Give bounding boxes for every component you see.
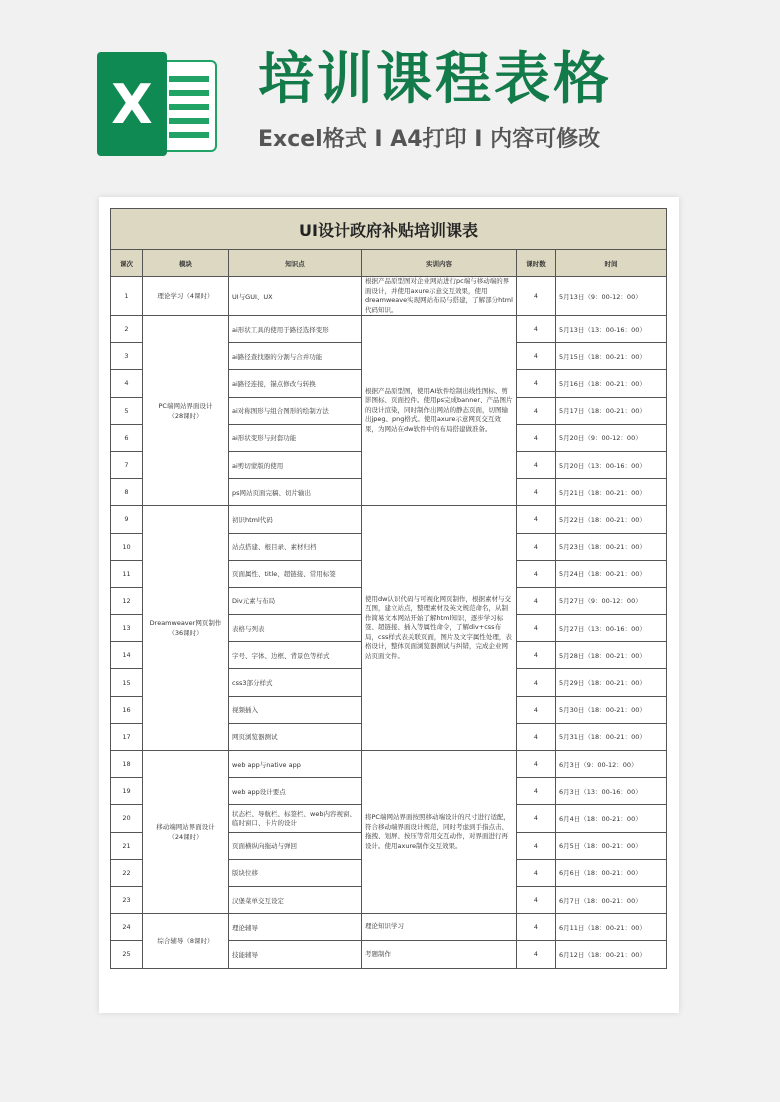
time-cell: 6月5日（18：00-21：00） bbox=[556, 832, 667, 859]
hours-cell: 4 bbox=[517, 277, 556, 316]
hours-cell: 4 bbox=[517, 615, 556, 642]
table-row bbox=[111, 316, 667, 343]
banner bbox=[0, 0, 780, 190]
time-cell: 6月11日（18：00-21：00） bbox=[556, 914, 667, 941]
knowledge-point-cell: ai对称图形与组合图形的绘制方法 bbox=[229, 397, 362, 424]
lesson-no-cell: 8 bbox=[111, 479, 143, 506]
lesson-no-cell: 4 bbox=[111, 370, 143, 397]
page-title: 培训课程表格 bbox=[258, 47, 612, 112]
header-hours: 课时数 bbox=[517, 250, 556, 277]
module-cell: 理论学习（4课时） bbox=[143, 277, 229, 316]
lesson-no-cell: 7 bbox=[111, 451, 143, 478]
lesson-no-cell: 11 bbox=[111, 560, 143, 587]
lesson-no-cell: 9 bbox=[111, 506, 143, 533]
hours-cell: 4 bbox=[517, 533, 556, 560]
lesson-no-cell: 14 bbox=[111, 642, 143, 669]
practice-content-cell: 根据产品原型图对企业网站进行pc端与移动端的界面设计，并使用axure示意交互效果，使用dreamweave实现网站布局与搭建，了解部分html代码知识。 bbox=[362, 277, 517, 316]
hours-cell: 4 bbox=[517, 560, 556, 587]
hours-cell: 4 bbox=[517, 723, 556, 750]
hours-cell: 4 bbox=[517, 451, 556, 478]
header-time: 时间 bbox=[556, 250, 667, 277]
knowledge-point-cell: ai剪切蒙版的使用 bbox=[229, 451, 362, 478]
hours-cell: 4 bbox=[517, 859, 556, 886]
time-cell: 5月17日（18：00-21：00） bbox=[556, 397, 667, 424]
time-cell: 6月6日（18：00-21：00） bbox=[556, 859, 667, 886]
time-cell: 6月12日（18：00-21：00） bbox=[556, 941, 667, 968]
knowledge-point-cell: ps网站页面完稿、切片输出 bbox=[229, 479, 362, 506]
knowledge-point-cell: web app设计要点 bbox=[229, 778, 362, 805]
time-cell: 5月22日（18：00-21：00） bbox=[556, 506, 667, 533]
time-cell: 5月16日（18：00-21：00） bbox=[556, 370, 667, 397]
table-title: UI设计政府补贴培训课表 bbox=[111, 209, 667, 250]
hours-cell: 4 bbox=[517, 832, 556, 859]
knowledge-point-cell: 表格与列表 bbox=[229, 615, 362, 642]
time-cell: 5月21日（18：00-21：00） bbox=[556, 479, 667, 506]
knowledge-point-cell: 字号、字体、边框、背景色等样式 bbox=[229, 642, 362, 669]
hours-cell: 4 bbox=[517, 751, 556, 778]
lesson-no-cell: 3 bbox=[111, 343, 143, 370]
hours-cell: 4 bbox=[517, 370, 556, 397]
lesson-no-cell: 23 bbox=[111, 886, 143, 913]
time-cell: 5月30日（18：00-21：00） bbox=[556, 696, 667, 723]
knowledge-point-cell: 汉堡菜单交互设定 bbox=[229, 886, 362, 913]
time-cell: 5月24日（18：00-21：00） bbox=[556, 560, 667, 587]
hours-cell: 4 bbox=[517, 397, 556, 424]
time-cell: 5月27日（9：00-12：00） bbox=[556, 587, 667, 614]
knowledge-point-cell: ai形状工具的使用于路径选择变形 bbox=[229, 316, 362, 343]
time-cell: 6月7日（18：00-21：00） bbox=[556, 886, 667, 913]
knowledge-point-cell: 状态栏、导航栏、标签栏、web内容视窗、临时窗口、卡片的设计 bbox=[229, 805, 362, 832]
knowledge-point-cell: 站点搭建、根目录、素材归档 bbox=[229, 533, 362, 560]
lesson-no-cell: 25 bbox=[111, 941, 143, 968]
knowledge-point-cell: 网页浏览器测试 bbox=[229, 723, 362, 750]
lesson-no-cell: 18 bbox=[111, 751, 143, 778]
hours-cell: 4 bbox=[517, 479, 556, 506]
module-cell: 移动端网站界面设计 （24课时） bbox=[143, 751, 229, 914]
lesson-no-cell: 20 bbox=[111, 805, 143, 832]
time-cell: 6月4日（18：00-21：00） bbox=[556, 805, 667, 832]
knowledge-point-cell: 页面横纵向拖动与弹回 bbox=[229, 832, 362, 859]
practice-content-cell: 使用dw认识代码与可视化网页制作，根据素材与交互图，建立站点，整理素材及英文规范命名，从制作简易文本网站开始了解html知识，逐步学习标签、超链接、插入等属性命令，了解div+css布局，css样式表关联页面，图片及文字属性处理，表格设计，整体页面浏览器测试与纠错，完成企业网站页面文件。 bbox=[362, 506, 517, 751]
hours-cell: 4 bbox=[517, 886, 556, 913]
time-cell: 6月3日（13：00-16：00） bbox=[556, 778, 667, 805]
practice-content-cell: 考题制作 bbox=[362, 941, 517, 968]
hours-cell: 4 bbox=[517, 343, 556, 370]
time-cell: 5月29日（18：00-21：00） bbox=[556, 669, 667, 696]
knowledge-point-cell: 视频插入 bbox=[229, 696, 362, 723]
knowledge-point-cell: 理论辅导 bbox=[229, 914, 362, 941]
time-cell: 5月13日（9：00-12：00） bbox=[556, 277, 667, 316]
lesson-no-cell: 22 bbox=[111, 859, 143, 886]
knowledge-point-cell: ai路径查找器的分割与合并功能 bbox=[229, 343, 362, 370]
knowledge-point-cell: 页面属性、title、超链接、常用标签 bbox=[229, 560, 362, 587]
schedule-table bbox=[110, 208, 667, 969]
time-cell: 5月31日（18：00-21：00） bbox=[556, 723, 667, 750]
lesson-no-cell: 13 bbox=[111, 615, 143, 642]
hours-cell: 4 bbox=[517, 805, 556, 832]
time-cell: 5月15日（18：00-21：00） bbox=[556, 343, 667, 370]
lesson-no-cell: 15 bbox=[111, 669, 143, 696]
table-row bbox=[111, 506, 667, 533]
hours-cell: 4 bbox=[517, 914, 556, 941]
knowledge-point-cell: 技能辅导 bbox=[229, 941, 362, 968]
lesson-no-cell: 19 bbox=[111, 778, 143, 805]
header-knowledge-point: 知识点 bbox=[229, 250, 362, 277]
lesson-no-cell: 24 bbox=[111, 914, 143, 941]
lesson-no-cell: 2 bbox=[111, 316, 143, 343]
table-row bbox=[111, 277, 667, 316]
knowledge-point-cell: ai路径连接，锚点修改与转换 bbox=[229, 370, 362, 397]
lesson-no-cell: 21 bbox=[111, 832, 143, 859]
lesson-no-cell: 6 bbox=[111, 424, 143, 451]
table-row bbox=[111, 914, 667, 941]
knowledge-point-cell: css3部分样式 bbox=[229, 669, 362, 696]
header-lesson-no: 课次 bbox=[111, 250, 143, 277]
excel-logo-icon bbox=[97, 52, 217, 156]
document-sheet bbox=[99, 197, 679, 1013]
table-row bbox=[111, 751, 667, 778]
lesson-no-cell: 10 bbox=[111, 533, 143, 560]
time-cell: 5月28日（18：00-21：00） bbox=[556, 642, 667, 669]
time-cell: 5月20日（9：00-12：00） bbox=[556, 424, 667, 451]
hours-cell: 4 bbox=[517, 941, 556, 968]
hours-cell: 4 bbox=[517, 316, 556, 343]
time-cell: 5月23日（18：00-21：00） bbox=[556, 533, 667, 560]
hours-cell: 4 bbox=[517, 587, 556, 614]
knowledge-point-cell: Div元素与布局 bbox=[229, 587, 362, 614]
knowledge-point-cell: web app与native app bbox=[229, 751, 362, 778]
time-cell: 5月13日（13：00-16：00） bbox=[556, 316, 667, 343]
lesson-no-cell: 17 bbox=[111, 723, 143, 750]
knowledge-point-cell: ai形状变形与封套功能 bbox=[229, 424, 362, 451]
page-subtitle: Excel格式 I A4打印 I 内容可修改 bbox=[258, 127, 601, 152]
knowledge-point-cell: 初识html代码 bbox=[229, 506, 362, 533]
hours-cell: 4 bbox=[517, 506, 556, 533]
module-cell: PC端网站界面设计 （28课时） bbox=[143, 316, 229, 506]
header-module: 模块 bbox=[143, 250, 229, 277]
hours-cell: 4 bbox=[517, 642, 556, 669]
lesson-no-cell: 12 bbox=[111, 587, 143, 614]
header-practice-content: 实训内容 bbox=[362, 250, 517, 277]
time-cell: 6月3日（9：00-12：00） bbox=[556, 751, 667, 778]
practice-content-cell: 根据产品原型图，使用AI软件绘制出线性图标、剪影图标、页面控件。使用ps完成banner、产品图片的设计渲染，同时制作出网站的静态页面，切图输出jpeg、png格式。使用axure示意网页交互效果，为网站在dw软件中的布局搭建做准备。 bbox=[362, 316, 517, 506]
knowledge-point-cell: UI与GUI、UX bbox=[229, 277, 362, 316]
practice-content-cell: 理论知识学习 bbox=[362, 914, 517, 941]
module-cell: Dreamweaver网页制作 （36课时） bbox=[143, 506, 229, 751]
lesson-no-cell: 1 bbox=[111, 277, 143, 316]
hours-cell: 4 bbox=[517, 669, 556, 696]
time-cell: 5月27日（13：00-16：00） bbox=[556, 615, 667, 642]
hours-cell: 4 bbox=[517, 424, 556, 451]
lesson-no-cell: 16 bbox=[111, 696, 143, 723]
practice-content-cell: 将PC端网站界面按照移动端设计的尺寸进行适配，符合移动端界面设计规范，同时考虑到手指点击、拖拽、划屏、按压等常用交互动作，对界面进行再设计。使用axure制作交互效果。 bbox=[362, 751, 517, 914]
lesson-no-cell: 5 bbox=[111, 397, 143, 424]
hours-cell: 4 bbox=[517, 696, 556, 723]
module-cell: 综合辅导（8课时） bbox=[143, 914, 229, 968]
hours-cell: 4 bbox=[517, 778, 556, 805]
time-cell: 5月20日（13：00-16：00） bbox=[556, 451, 667, 478]
knowledge-point-cell: 版块位移 bbox=[229, 859, 362, 886]
logo-letter: X bbox=[97, 52, 167, 156]
